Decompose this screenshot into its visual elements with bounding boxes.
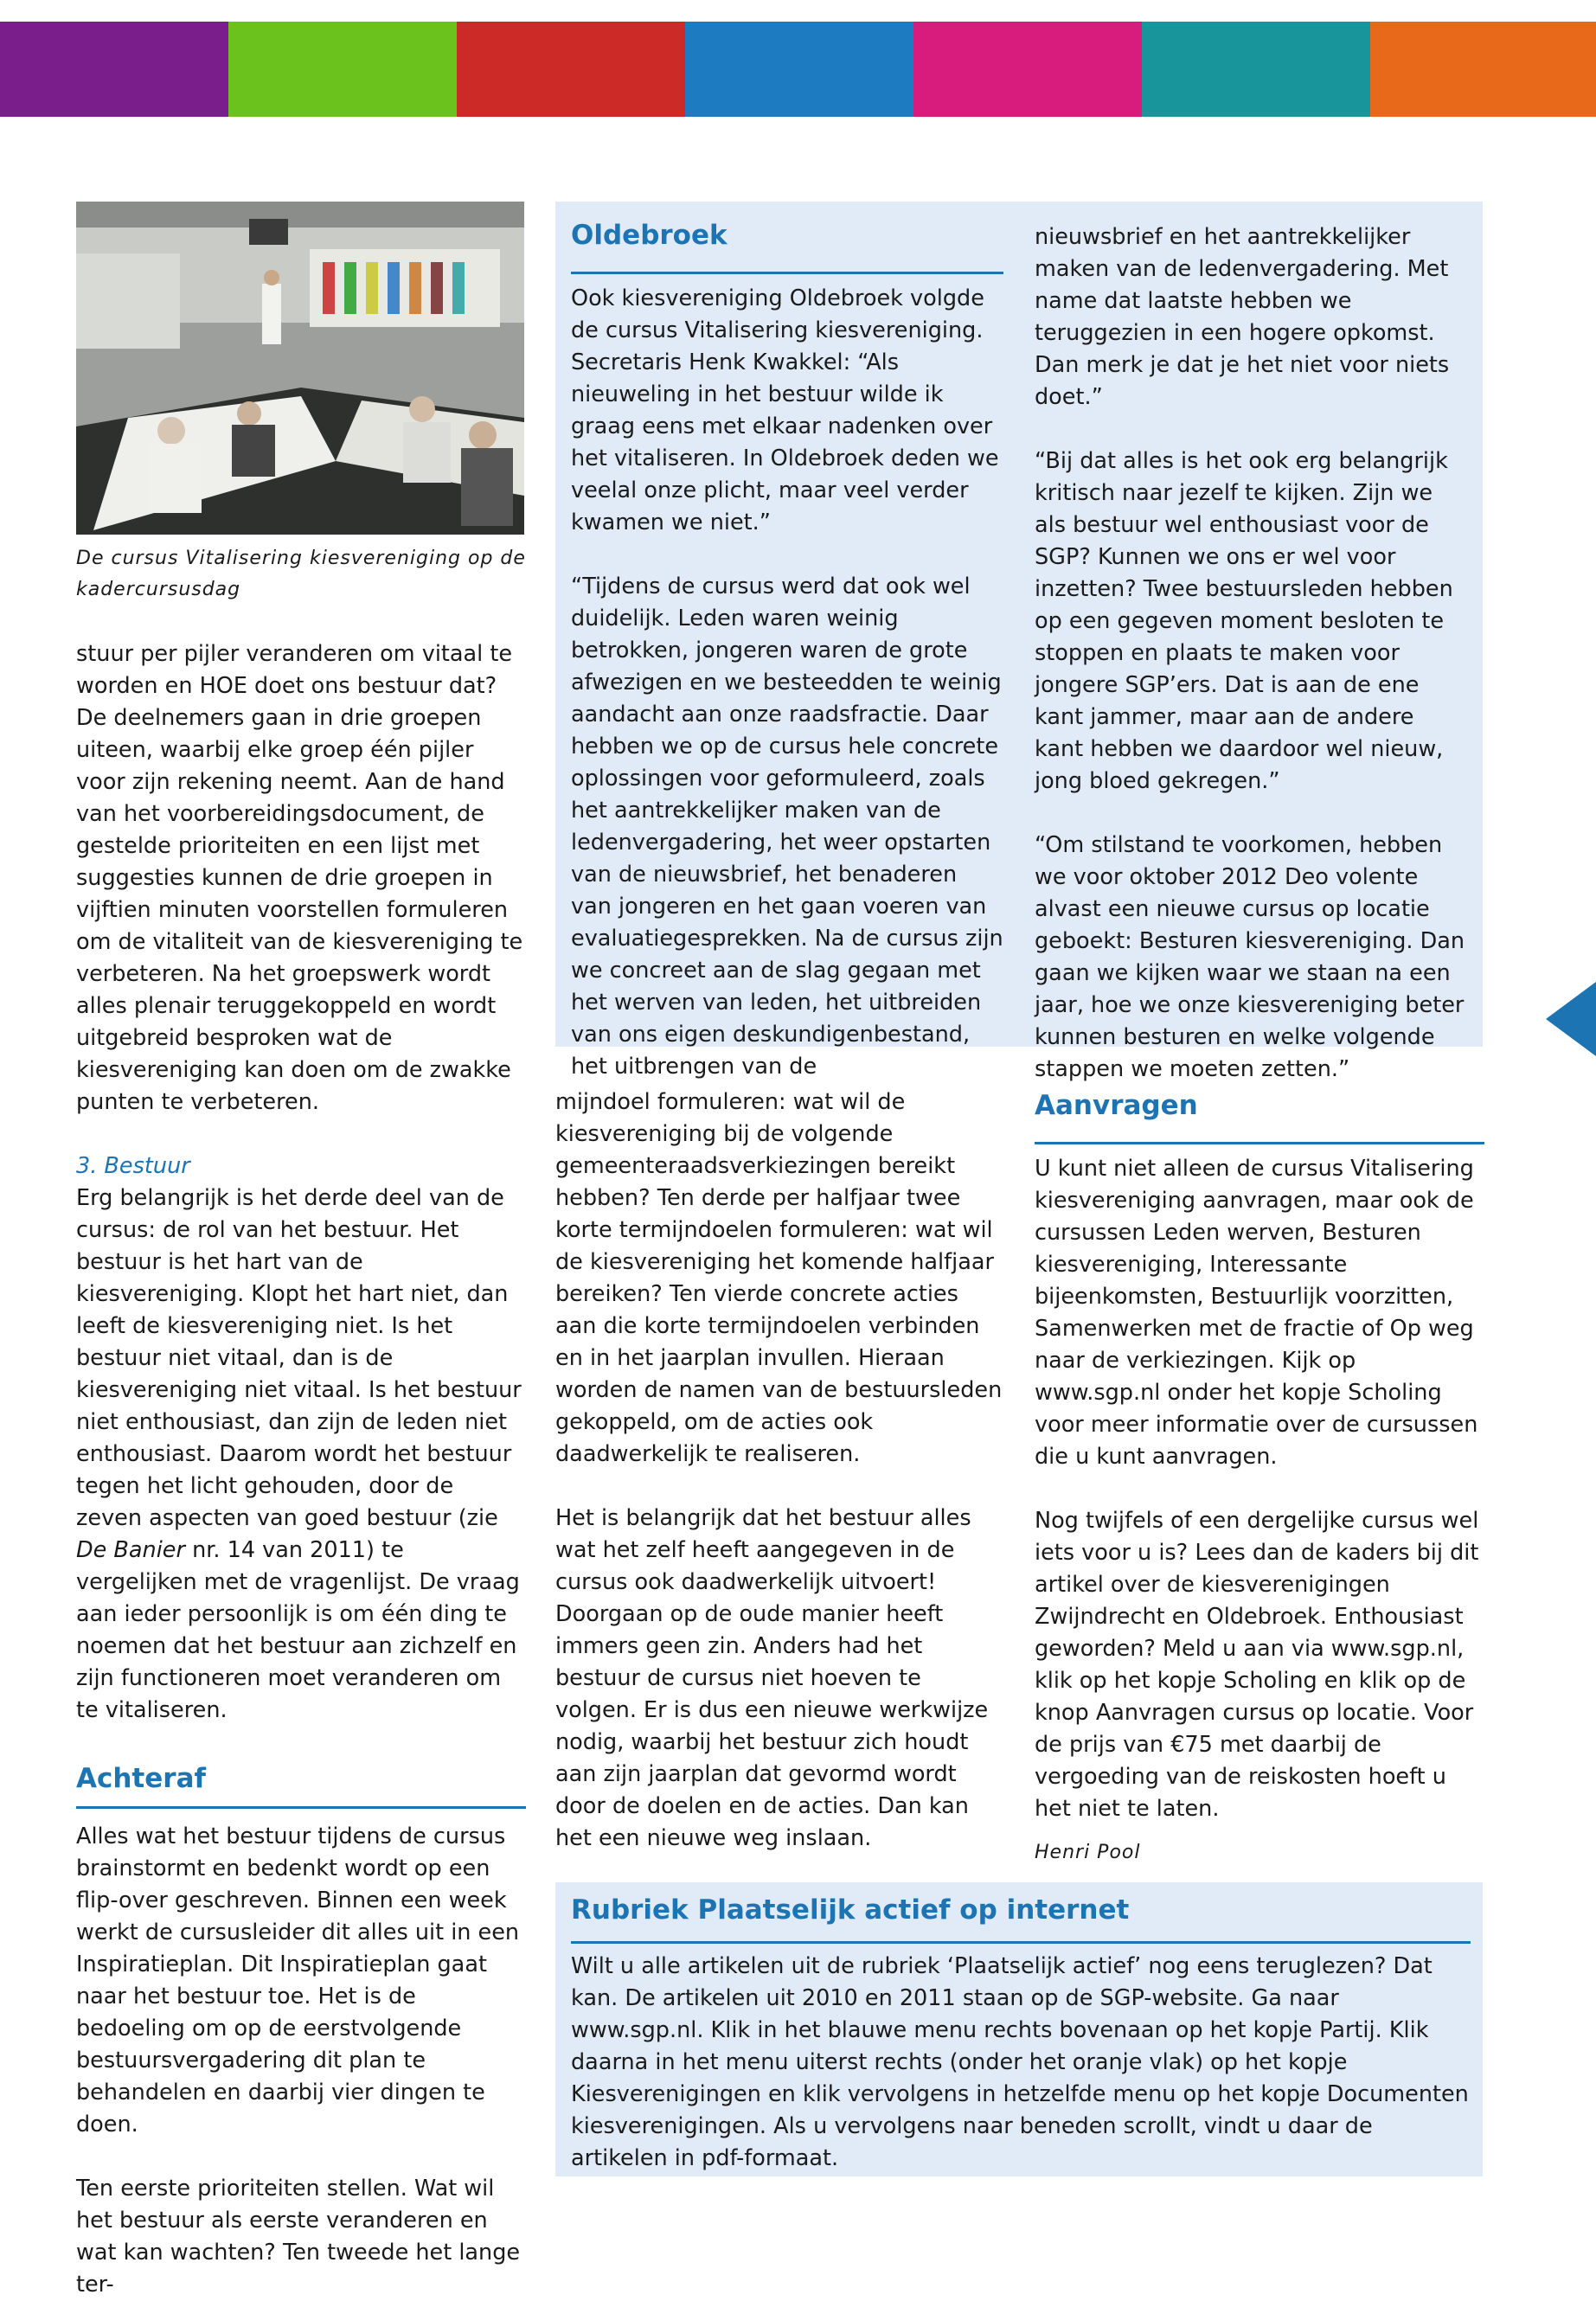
heading-achteraf: Achteraf: [76, 1763, 206, 1794]
paragraph: Nog twijfels of een dergelijke cursus wel iets voor u is? Lees dan de kaders bij dit artikel over de kiesverenigingen Zwijndrecht en Oldebroek. Enthousiast geworden? Meld u aan via www.sgp.nl, klik op het kopje Scholing en klik op de knop Aanvragen cursus op locatie. Voor de prijs van €75 met daarbij de vergoeding van de reiskosten hoeft u het niet te laten.: [1035, 1508, 1479, 1822]
paragraph: stuur per pijler veranderen om vitaal te worden en HOE doet ons bestuur dat? De deelnemers gaan in drie groepen uiteen, waarbij elke groep één pijler voor zijn rekening neemt. Aan de hand van het voorbereidingsdocument, de gestelde prioriteiten en een lijst met suggesties kunnen de drie groepen in vijftien minuten voorstellen formuleren om de vitaliteit van de kiesvereniging te verbeteren. Na het groepswerk wordt alles plenair teruggekoppeld en wordt uitgebreid besproken wat de kiesvereniging kan doen om de zwakke punten te verbeteren.: [76, 641, 523, 1115]
page-number: 9: [1506, 1000, 1526, 1033]
page-number-tab: [1506, 982, 1596, 1056]
heading-rubriek: Rubriek Plaatselijk actief op internet: [571, 1894, 1130, 1926]
header-stripe-purple: [0, 22, 228, 117]
oldebroek-col-b: [1035, 221, 1467, 1086]
paragraph: Alles wat het bestuur tijdens de cursus brainstormt en bedenkt wordt op een flip-over geschreven. Binnen een week werkt de cursusleider dit alles uit in een Inspiratieplan. Dit Inspiratieplan gaat naar het bestuur toe. Het is de bedoeling om op de eerstvolgende bestuursvergadering dit plan te behandelen en daarbij vier dingen te doen.: [76, 1823, 520, 2138]
paragraph: “Tijdens de cursus werd dat ook wel duidelijk. Leden waren weinig betrokken, jongeren waren de grote afwezigen en we besteedden te weinig aandacht aan onze raadsfractie. Daar hebben we op de cursus hele concrete oplossingen voor geformuleerd, zoals het aantrekkelijker maken van de ledenvergadering, het weer opstarten van de nieuwsbrief, het benaderen van jongeren en het gaan voeren van evaluatiegesprekken. Na de cursus zijn we concreet aan de slag gegaan met het werven van leden, het uitbreiden van ons eigen deskundigenbestand, het uitbrengen van de: [571, 574, 1003, 1080]
paragraph: Wilt u alle artikelen uit de rubriek ‘Plaatselijk actief’ nog eens teruglezen? Dat kan. De artikelen uit 2010 en 2011 staan op de SGP-website. Ga naar www.sgp.nl. Klik in het blauwe menu rechts bovenaan op het kopje Partij. Klik daarna in het menu uiterst rechts (onder het oranje vlak) op het kopje Kiesverenigingen en klik vervolgens in hetzelfde menu op het kopje Documenten kiesverenigingen. Als u vervolgens naar beneden scrollt, vindt u daar de artikelen in pdf-formaat.: [571, 1953, 1469, 2171]
header-stripe-teal: [1142, 22, 1370, 117]
header-stripe-orange: [1370, 22, 1596, 117]
heading-rule: [571, 272, 1003, 274]
column-middle: [555, 1086, 1005, 1855]
header-stripe-magenta: [913, 22, 1142, 117]
heading-rule: [76, 1806, 526, 1809]
publication-title: De Banier: [76, 1537, 185, 1563]
photo-caption: De cursus Vitalisering kiesvereniging op de kadercursusdag: [76, 548, 526, 600]
heading-rule: [1035, 1142, 1484, 1144]
subheading-bestuur: 3. Bestuur: [76, 1153, 190, 1179]
paragraph: Ten eerste prioriteiten stellen. Wat wil het bestuur als eerste veranderen en wat kan wachten? Ten tweede het lange ter-: [76, 2176, 521, 2298]
paragraph: Erg belangrijk is het derde deel van de cursus: de rol van het bestuur. Het bestuur is het hart van de kiesvereniging. Klopt het hart niet, dan leeft de kiesvereniging niet. Is het bestuur niet vitaal, dan is de kiesvereniging niet vitaal. Is het bestuur niet enthousiast, dan zijn de leden niet enthousiast. Daarom wordt het bestuur tegen het licht gehouden, door de zeven aspecten van goed bestuur (zie De Banier nr. 14 van 2011) te vergelijken met de vragenlijst. De vraag aan ieder persoonlijk is om één ding te noemen dat het bestuur aan zichzelf en zijn functioneren moet veranderen om te vitaliseren.: [76, 1185, 522, 1723]
header-stripe-green: [228, 22, 457, 117]
rubriek-content: [571, 1891, 1471, 2175]
header-stripe-red: [457, 22, 685, 117]
oldebroek-col-a: [571, 216, 1003, 1083]
author-name: Henri Pool: [1035, 1842, 1141, 1863]
heading-oldebroek: Oldebroek: [571, 220, 727, 251]
paragraph: Het is belangrijk dat het bestuur alles wat het zelf heeft aangegeven in de cursus ook daadwerkelijk uitvoert! Doorgaan op de oude manier heeft immers geen zin. Anders had het bestuur de cursus niet hoeven te volgen. Er is dus een nieuwe werkwijze nodig, waarbij het bestuur zich houdt aan zijn jaarplan dat gevormd wordt door de doelen en de acties. Dan kan het een nieuwe weg inslaan.: [555, 1505, 989, 1851]
column-left: [76, 638, 526, 2301]
paragraph: mijndoel formuleren: wat wil de kiesvereniging bij de volgende gemeenteraadsverkiezingen bereikt hebben? Ten derde per halfjaar twee korte termijndoelen formuleren: wat wil de kiesvereniging het komende halfjaar bereiken? Ten vierde concrete acties aan die korte termijndoelen verbinden en in het jaarplan invullen. Hieraan worden de namen van de bestuursleden gekoppeld, om de acties ook daadwerkelijk te realiseren.: [555, 1089, 1003, 1467]
classroom-photo: [76, 202, 524, 535]
heading-rule: [571, 1941, 1471, 1944]
paragraph: Ook kiesvereniging Oldebroek volgde de cursus Vitalisering kiesvereniging. Secretaris Henk Kwakkel: “Als nieuweling in het bestuur wilde ik graag eens met elkaar nadenken over het vitaliseren. In Oldebroek deden we veelal onze plicht, maar veel verder kwamen we niet.”: [571, 285, 999, 535]
paragraph: “Om stilstand te voorkomen, hebben we voor oktober 2012 Deo volente alvast een nieuwe cursus op locatie geboekt: Besturen kiesvereniging. Dan gaan we kijken waar we staan na een jaar, hoe we onze kiesvereniging beter kunnen besturen en welke volgende stappen we moeten zetten.”: [1035, 832, 1465, 1082]
paragraph: “Bij dat alles is het ook erg belangrijk kritisch naar jezelf te kijken. Zijn we als bestuur wel enthousiast voor de SGP? Kunnen we ons er wel voor inzetten? Twee bestuursleden hebben op een gegeven moment besloten te stoppen en plaats te maken voor jongere SGP’ers. Dat is aan de ene kant jammer, maar aan de andere kant hebben we daardoor wel nieuw, jong bloed gekregen.”: [1035, 448, 1453, 794]
heading-aanvragen: Aanvragen: [1035, 1090, 1198, 1121]
paragraph: nieuwsbrief en het aantrekkelijker maken van de ledenvergadering. Met name dat laatste hebben we teruggezien in een hogere opkomst. Dan merk je dat je het niet voor niets doet.”: [1035, 224, 1450, 410]
header-stripe-blue: [685, 22, 913, 117]
paragraph: U kunt niet alleen de cursus Vitalisering kiesvereniging aanvragen, maar ook de cursussen Leden werven, Besturen kiesvereniging, Interessante bijeenkomsten, Bestuurlijk voorzitten, Samenwerken met de fractie of Op weg naar de verkiezingen. Kijk op www.sgp.nl onder het kopje Scholing voor meer informatie over de cursussen die u kunt aanvragen.: [1035, 1156, 1478, 1470]
column-right: [1035, 1086, 1484, 1868]
